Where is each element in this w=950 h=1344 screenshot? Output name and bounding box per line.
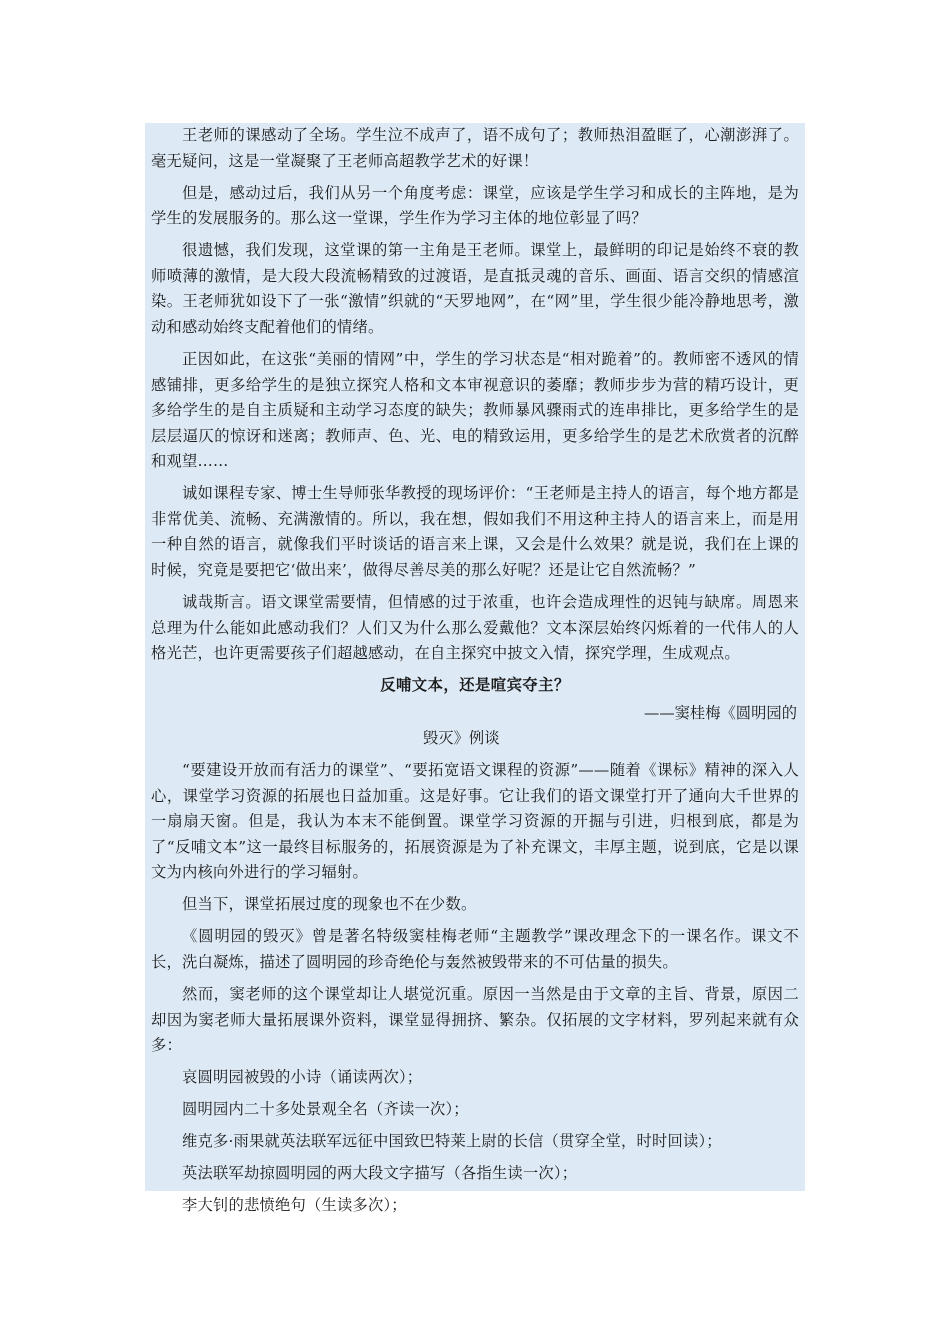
- section-title: 反哺文本，还是喧宾夺主？: [380, 676, 570, 695]
- list-item: 李大钊的悲愤绝句（生读多次）；: [182, 1196, 407, 1215]
- paragraph: 但是，感动过后，我们从另一个角度考虑：课堂，应该是学生学习和成长的主阵地，是为学生的发展服务的。那么这一堂课，学生作为学习主体的地位彰显了吗？: [151, 183, 799, 228]
- list-item: 维克多·雨果就英法联军远征中国致巴特莱上尉的长信（贯穿全堂，时时回读）；: [182, 1132, 722, 1151]
- paragraph: 然而，窦老师的这个课堂却让人堪觉沉重。原因一当然是由于文章的主旨、背景，原因二却因为窦老师大量拓展课外资料，课堂显得拥挤、繁杂。仅拓展的文字材料，罗列起来就有众多：: [151, 984, 799, 1055]
- list-item: 英法联军劫掠圆明园的两大段文字描写（各指生读一次）；: [182, 1164, 578, 1183]
- document-body: [145, 123, 805, 1215]
- paragraph: 诚哉斯言。语文课堂需要情，但情感的过于浓重，也许会造成理性的迟钝与缺席。周恩来总理为什么能如此感动我们？人们又为什么那么爱戴他？文本深层始终闪烁着的一代伟人的人格光芒，也许更需要孩子们超越感动，在自主探究中披文入情，探究学理，生成观点。: [151, 593, 799, 663]
- list-item: 圆明园内二十多处景观全名（齐读一次）；: [182, 1100, 469, 1119]
- paragraph: 正因如此，在这张“美丽的情网”中，学生的学习状态是“相对跪着”的。教师密不透风的情感铺排，更多给学生的是独立探究人格和文本审视意识的萎靡；教师步步为营的精巧设计，更多给学生的是自主质疑和主动学习态度的缺失；教师暴风骤雨式的连串排比，更多给学生的是层层逼仄的惊讶和迷离；教师声、色、光、电的精致运用，更多给学生的是艺术欣赏者的沉醉和观望……: [151, 349, 799, 471]
- list-item: 哀圆明园被毁的小诗（诵读两次）；: [182, 1068, 423, 1087]
- paragraph: 诚如课程专家、博士生导师张华教授的现场评价：“王老师是主持人的语言，每个地方都是非常优美、流畅、充满激情的。所以，我在想，假如我们不用这种主持人的语言来上，而是用一种自然的语言，就像我们平时谈话的语言来上课，又会是什么效果？就是说，我们在上课的时候，究竟是要把它‘做出来’，做得尽善尽美的那么好呢？还是让它自然流畅？”: [151, 484, 799, 580]
- paragraph: “要建设开放而有活力的课堂”、“要拓宽语文课程的资源”——随着《课标》精神的深入人心，课堂学习资源的拓展也日益加重。这是好事。它让我们的语文课堂打开了通向大千世界的一扇扇天窗。但是，我认为本末不能倒置。课堂学习资源的开掘与引进，归根到底，都是为了“反哺文本”这一最终目标服务的，拓展资源是为了补充课文，丰厚主题，说到底，它是以课文为内核向外进行的学习辐射。: [151, 761, 799, 882]
- paragraph: 《圆明园的毁灭》曾是著名特级窦桂梅老师“主题教学”课改理念下的一课名作。课文不长，洗白凝炼，描述了圆明园的珍奇绝伦与轰然被毁带来的不可估量的损失。: [151, 927, 799, 971]
- paragraph: 王老师的课感动了全场。学生泣不成声了，语不成句了；教师热泪盈眶了，心潮澎湃了。毫无疑问，这是一堂凝聚了王老师高超教学艺术的好课！: [151, 126, 799, 170]
- paragraph: 但当下，课堂拓展过度的现象也不在少数。: [182, 895, 477, 914]
- section-subtitle: ——窦桂梅《圆明园的: [644, 703, 797, 722]
- section-subtitle-continued: 毁灭》例谈: [423, 729, 500, 748]
- paragraph: 很遗憾，我们发现，这堂课的第一主角是王老师。课堂上，最鲜明的印记是始终不衰的教师喷薄的激情，是大段大段流畅精致的过渡语，是直抵灵魂的音乐、画面、语言交织的情感渲染。王老师犹如设下了一张“激情”织就的“天罗地网”，在“网”里，学生很少能冷静地思考，激动和感动始终支配着他们的情绪。: [151, 241, 799, 336]
